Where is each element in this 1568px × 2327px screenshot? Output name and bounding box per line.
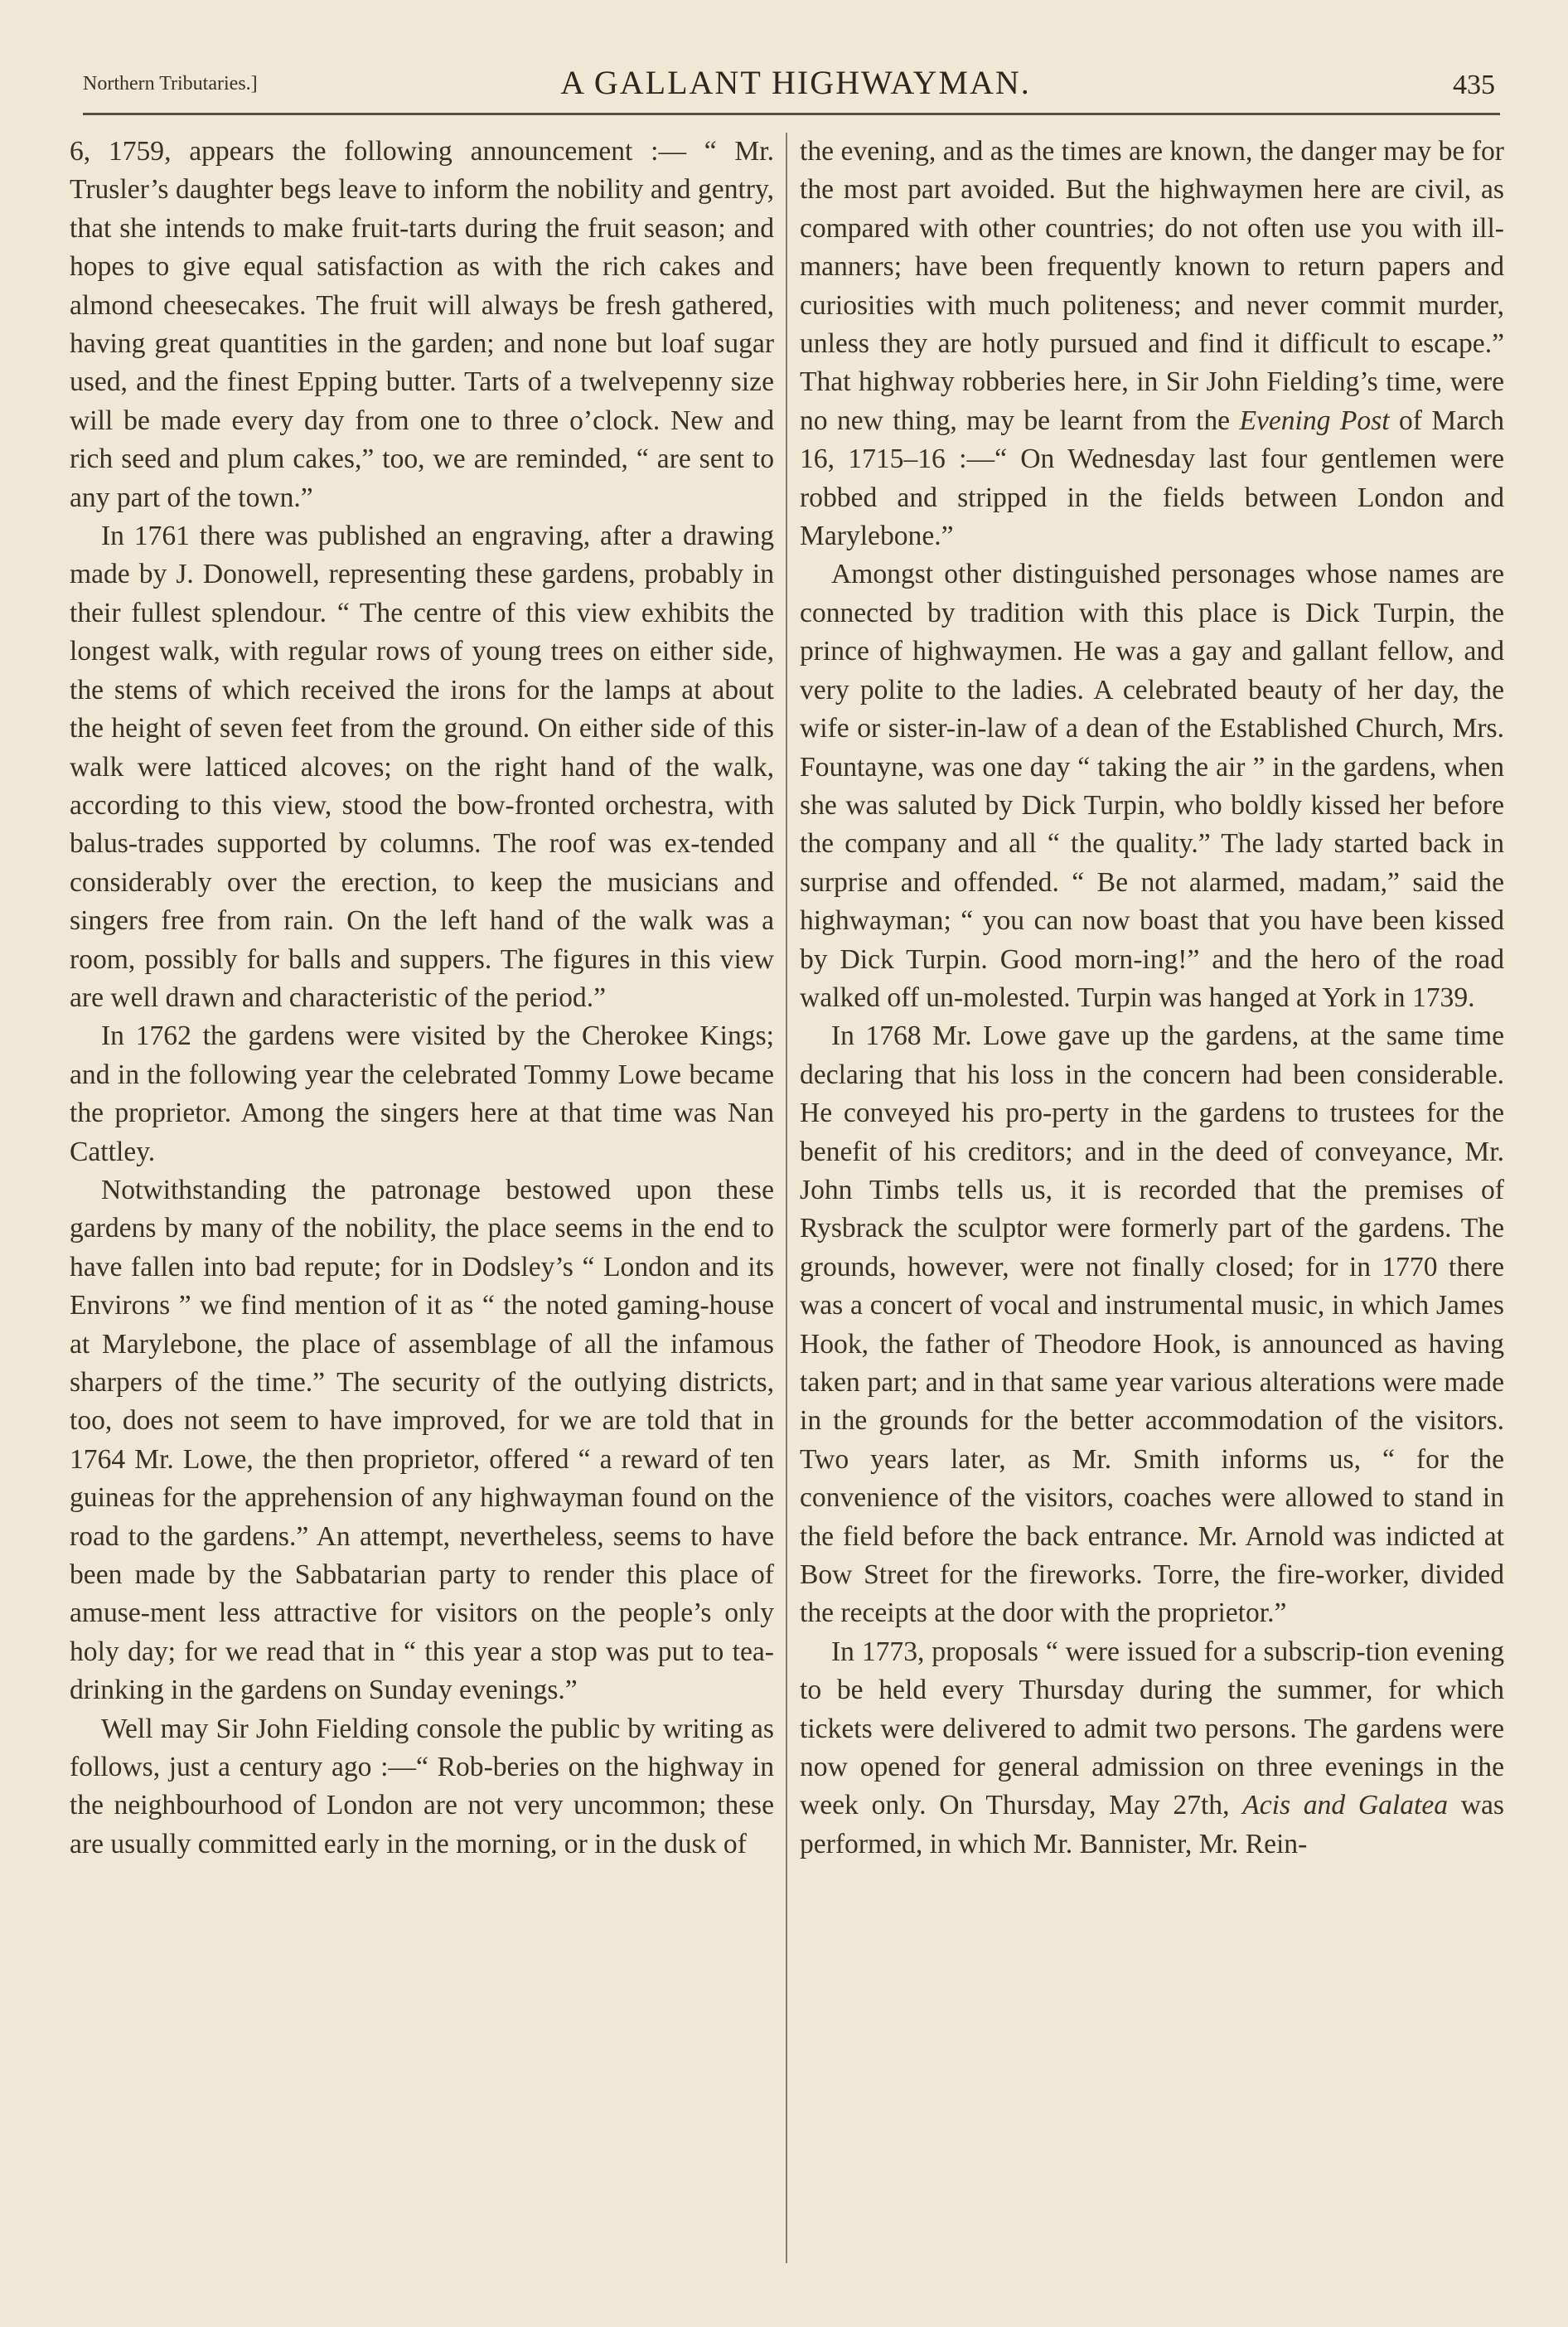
page-number: 435 xyxy=(1453,70,1495,100)
left-paragraph-1: 6, 1759, appears the following announcement :— “ Mr. Trusler’s daughter begs leave to inform the nobility and gentry, that she intends to make fruit-tarts during the fruit season; and hopes to give equal satisfaction as with the rich cakes and almond cheesecakes. The fruit will always be fresh gathered, having great quantities in the garden; and none but loaf sugar used, and the finest Epping butter. Tarts of a twelvepenny size will be made every day from one to three o’clock. New and rich seed and plum cakes,” too, we are reminded, “ are sent to any part of the town.” xyxy=(70,136,774,513)
right-paragraph-2: Amongst other distinguished personages whose names are connected by tradition with this place is Dick Turpin, the prince of highwaymen. He was a gay and gallant fellow, and very polite to the ladies. A celebrated beauty of her day, the wife or sister-in-law of a dean of the Established Church, Mrs. Fountayne, was one day “ taking the air ” in the gardens, when she was saluted by Dick Turpin, who boldly kissed her before the company and all “ the quality.” The lady started back in surprise and offended. “ Be not alarmed, madam,” said the highwayman; “ you can now boast that you have been kissed by Dick Turpin. Good morn-ing!” and the hero of the road walked off un-molested. Turpin was hanged at York in 1739. xyxy=(800,559,1504,1013)
left-paragraph-5: Well may Sir John Fielding console the public by writing as follows, just a century ago :—“ Rob-beries on the highway in the neighbourhood of London are not very uncommon; these are usually committed early in the morning, or in the dusk of xyxy=(70,1713,774,1859)
page-header xyxy=(0,0,1568,116)
left-paragraph-4: Notwithstanding the patronage bestowed upon these gardens by many of the nobility, the place seems in the end to have fallen into bad repute; for in Dodsley’s “ London and its Environs ” we find mention of it as “ the noted gaming-house at Marylebone, the place of assemblage of all the infamous sharpers of the time.” The security of the outlying districts, too, does not seem to have improved, for we are told that in 1764 Mr. Lowe, the then proprietor, offered “ a reward of ten guineas for the apprehension of any highwayman found on the road to the gardens.” An attempt, nevertheless, seems to have been made by the Sabbatarian party to render this place of amuse-ment less attractive for visitors on the people’s only holy day; for we read that in “ this year a stop was put to tea-drinking in the gardens on Sunday evenings.” xyxy=(70,1174,774,1706)
evening-post-title: Evening Post xyxy=(1239,405,1390,436)
section-label: Northern Tributaries.] xyxy=(83,73,258,95)
right-paragraph-4-text-b: was performed, in which Mr. Bannister, Mr. Rein- xyxy=(800,1790,1504,1859)
right-paragraph-1-text-b: of March 16, 1715–16 :—“ On Wednesday last four gentlemen were robbed and stripped in the fields between London and Marylebone.” xyxy=(800,405,1505,552)
acis-and-galatea-title: Acis and Galatea xyxy=(1242,1790,1449,1821)
right-paragraph-3: In 1768 Mr. Lowe gave up the gardens, at the same time declaring that his loss in the concern had been considerable. He conveyed his pro-perty in the gardens to trustees for the benefit of his creditors; and in the deed of conveyance, Mr. John Timbs tells us, it is recorded that the premises of Rysbrack the sculptor were formerly part of the gardens. The grounds, however, were not finally closed; for in 1770 there was a concert of vocal and instrumental music, in which James Hook, the father of Theodore Hook, is announced as having taken part; and in that same year various alterations were made in the grounds for the better accommodation of the visitors. Two years later, as Mr. Smith informs us, “ for the convenience of the visitors, coaches were allowed to stand in the field before the back entrance. Mr. Arnold was indicted at Bow Street for the fireworks. Torre, the fire-worker, divided the receipts at the door with the proprietor.” xyxy=(800,1020,1504,1629)
right-paragraph-4-text-a: In 1773, proposals “ were issued for a subscrip-tion evening to be held every Thursday during the summer, for which tickets were delivered to admit two persons. The gardens were now opened for general admission on three evenings in the week only. On Thursday, May 27th, xyxy=(800,1636,1504,1821)
header-rule xyxy=(83,113,1500,115)
right-paragraph-4 xyxy=(800,1633,1504,1864)
running-title: A GALLANT HIGHWAYMAN. xyxy=(560,64,1031,101)
right-paragraph-1 xyxy=(800,133,1504,555)
left-paragraph-2: In 1761 there was published an engraving, after a drawing made by J. Donowell, representing these gardens, probably in their fullest splendour. “ The centre of this view exhibits the longest walk, with regular rows of young trees on either side, the stems of which received the irons for the lamps at about the height of seven feet from the ground. On either side of this walk were latticed alcoves; on the right hand of the walk, according to this view, stood the bow-fronted orchestra, with balus-trades supported by columns. The roof was ex-tended considerably over the erection, to keep the musicians and singers free from rain. On the left hand of the walk was a room, possibly for balls and suppers. The figures in this view are well drawn and characteristic of the period.” xyxy=(70,521,774,1013)
column-divider xyxy=(786,133,787,2263)
right-paragraph-1-text-a: the evening, and as the times are known, the danger may be for the most part avoided. But the highwaymen here are civil, as compared with other countries; do not often use you with ill-manners; have been frequently known to return papers and curiosities with much politeness; and never commit murder, unless they are hotly pursued and find it difficult to escape.” That highway robberies here, in Sir John Fielding’s time, were no new thing, may be learnt from the xyxy=(800,136,1504,436)
left-column xyxy=(70,133,774,1864)
left-paragraph-3: In 1762 the gardens were visited by the Cherokee Kings; and in the following year the celebrated Tommy Lowe became the proprietor. Among the singers here at that time was Nan Cattley. xyxy=(70,1020,774,1167)
right-column xyxy=(800,133,1504,1864)
